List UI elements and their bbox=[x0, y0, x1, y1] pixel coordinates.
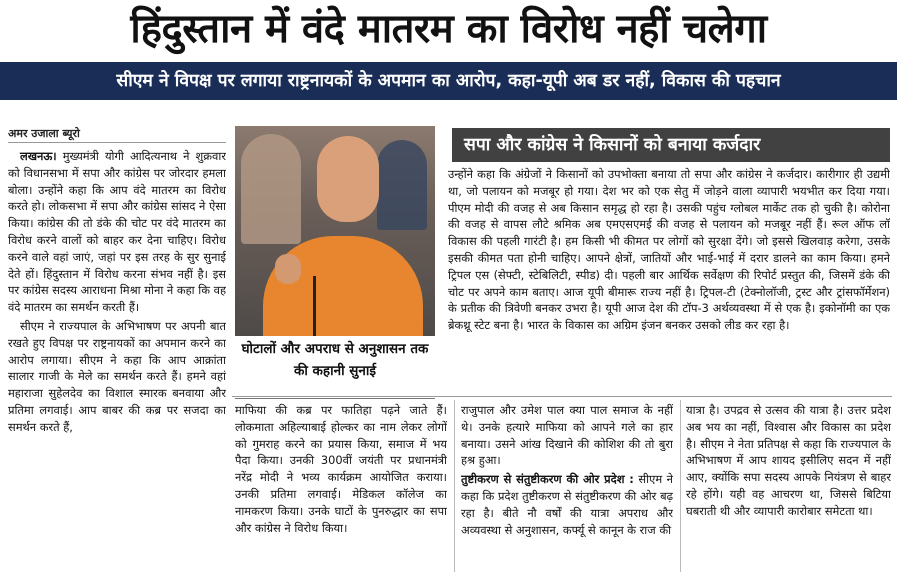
bottom-column-3-text bbox=[686, 402, 891, 574]
news-photo bbox=[235, 126, 435, 336]
microphone-icon bbox=[313, 276, 316, 336]
photo-speaker-head bbox=[317, 136, 379, 222]
subheadline-banner: सीएम ने विपक्ष पर लगाया राष्ट्रनायकों के अपमान का आरोप, कहा-यूपी अब डर नहीं, विकास की पहचान bbox=[0, 62, 897, 100]
photo-background-figure bbox=[377, 140, 427, 230]
column-divider bbox=[680, 400, 681, 572]
photo-background-figure bbox=[241, 134, 301, 244]
photo-speaker-hand bbox=[275, 254, 301, 284]
bottom-column-2-paragraph-b-text: सीएम ने कहा कि प्रदेश तुष्टीकरण से संतुष्टीकरण की ओर बढ़ रहा है। बीते नौ वर्षों की यात्रा अपराध और अव्यवस्था से अनुशासन, कर्फ्यू से कानून के राज की bbox=[461, 472, 673, 537]
byline-divider bbox=[8, 142, 226, 143]
photo-caption: घोटालों और अपराध से अनुशासन तक की कहानी सुनाई bbox=[241, 341, 429, 379]
left-paragraph-2: सीएम ने राज्यपाल के अभिभाषण पर अपनी बात रखते हुए विपक्ष पर राष्ट्रनायकों का अपमान करने का आरोप लगाया। सीएम ने कहा कि आप आक्रांता सालार गाजी के मेले का समर्थन करते हैं। हमने वहां महाराजा सुहेलदेव का विशाल स्मारक बनवाया और प्रतिमा लगवाई। आप बाबर की कब्र पर सजदा का समर्थन करते हैं, bbox=[8, 318, 226, 434]
page-headline: हिंदुस्तान में वंदे मातरम का विरोध नहीं चलेगा bbox=[130, 6, 767, 52]
left-paragraph-1 bbox=[8, 148, 226, 316]
column-divider bbox=[454, 400, 455, 572]
bottom-column-3-paragraph: यात्रा है। उपद्रव से उत्सव की यात्रा है। उत्तर प्रदेश अब भय का नहीं, विश्वास और विकास का प्रदेश है। सीएम ने नेता प्रतिपक्ष से कहा कि राज्यपाल के अभिभाषण में आप शायद इसीलिए सदन में नहीं आए, क्योंकि सपा सदस्य आपके नियंत्रण से बाहर रहे होंगे। यही वह आचरण था, जिससे बिटिया घबराती थी और व्यापारी कारोबार समेटता था। bbox=[686, 403, 891, 518]
dateline: लखनऊ। bbox=[20, 149, 57, 163]
bottom-column-2-paragraph-b bbox=[461, 471, 673, 538]
bottom-column-2-text bbox=[461, 402, 673, 574]
byline: अमर उजाला ब्यूरो bbox=[8, 127, 80, 140]
caption-divider bbox=[235, 398, 435, 399]
right-top-column-text bbox=[448, 166, 890, 386]
photo-speaker-robe bbox=[263, 236, 423, 336]
bottom-column-1-paragraph: माफिया की कब्र पर फातिहा पढ़ने जाते हैं। लोकमाता अहिल्याबाई होल्कर का नाम लेकर लोगों को गुमराह करने का प्रयास किया, समाज में भय पैदा किया। उनकी 300वीं जयंती पर प्रधानमंत्री नरेंद्र मोदी ने भव्य कार्यक्रम आयोजित कराया। उनकी प्रतिमा लगवाई। मेडिकल कॉलेज का नामकरण किया। उनके घाटों के पुनरुद्धार का सपा और कांग्रेस ने विरोध किया। bbox=[235, 403, 447, 535]
bottom-column-1-text bbox=[235, 402, 447, 574]
left-column-text bbox=[8, 148, 226, 574]
left-paragraph-1-text: मुख्यमंत्री योगी आदित्यनाथ ने शुक्रवार को विधानसभा में सपा और कांग्रेस पर जोरदार हमला बोला। उन्होंने कहा कि आप वंदे मातरम का विरोध करते हो। लोकसभा में सपा और कांग्रेस सांसद ने ऐसा किया। कांग्रेस की तो डंके की चोट पर वंदे मातरम का विरोध करने वालों को बाहर कर देना चाहिए। विरोध करने वाले वहां जाएं, जहां पर इस तरह के सुर सुनाई देते हों। हिंदुस्तान में विरोध करना संभव नहीं है। इस पर कांग्रेस सदस्य आराधना मिश्रा मोना ने कहा कि वह वंदे मातरम का समर्थन करती हैं। bbox=[8, 149, 226, 315]
side-story-heading: सपा और कांग्रेस ने किसानों को बनाया कर्जदार bbox=[452, 128, 890, 162]
inline-subheading: तुष्टीकरण से संतुष्टीकरण की ओर प्रदेश : bbox=[461, 472, 634, 487]
section-divider bbox=[232, 396, 892, 397]
bottom-column-2-paragraph-a: राजुपाल और उमेश पाल क्या पाल समाज के नहीं थे। उनके हत्यारे माफिया को आपने गले का हार बनाया। उसने आंख दिखाने की कोशिश की तो बुरा हश्र हुआ। bbox=[461, 403, 673, 468]
right-top-paragraph: उन्होंने कहा कि अंग्रेजों ने किसानों को उपभोक्ता बनाया तो सपा और कांग्रेस ने कर्जदार। कारीगार ही उद्यमी था, जो पलायन को मजबूर हो गया। देश भर को एक सेतु में जोड़ने वाला व्यापारी भयभीत कर दिया गया। पीएम मोदी की वजह से अब किसान समृद्ध हो रहा है। उसकी पहुंच ग्लोबल मार्केट तक हो चुकी है। कोरोना की वजह से वापस लौटे श्रमिक अब एमएसएमई की वजह से पलायन को मजबूर नहीं हैं। रूल ऑफ लॉ विकास की पहली गारंटी है। हम किसी भी कीमत पर लोगों को सुरक्षा देंगे। जो इससे खिलवाड़ करेगा, उसके इसकी कीमत पता होनी चाहिए। आपने क्षेत्रों, जातियों और भाई-भाई में दरार डालने का काम किया। हमने ट्रिपल एस (सेफ्टी, स्टेबिलिटी, स्पीड) दी। पहली बार आर्थिक सर्वेक्षण की रिपोर्ट प्रस्तुत की, जिसमें डंके की चोट पर अपने काम बताए। आज यूपी बीमारू राज्य नहीं है। ट्रिपल-टी (टेक्नोलॉजी, ट्रस्ट और ट्रांसफॉर्मेशन) के प्रतीक की त्रिवेणी बनकर उभरा है। यूपी आज देश की टॉप-3 अर्थव्यवस्था में से एक है। इकोनॉमी का एक ब्रेकथ्रू स्टेट बना है। भारत के विकास का अग्रिम इंजन बनकर उसको लीड कर रहा है। bbox=[448, 167, 890, 333]
